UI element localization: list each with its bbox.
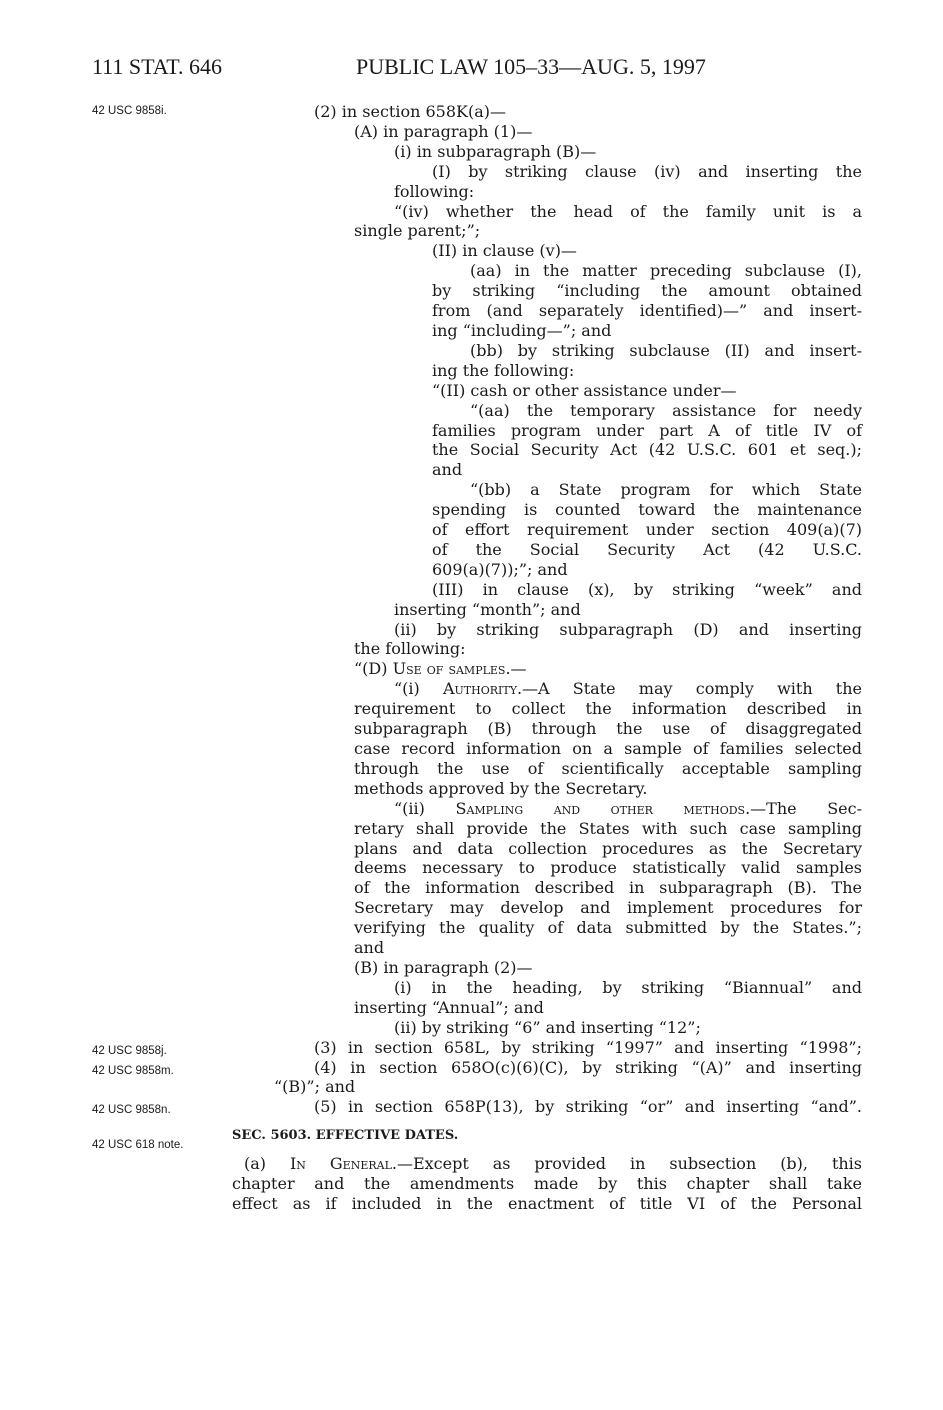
section-heading: SEC. 5603. EFFECTIVE DATES. (232, 1128, 459, 1144)
text-line: ing the following: (432, 360, 575, 380)
text-line: following: (394, 181, 475, 201)
text-line: single parent;”; (354, 221, 481, 241)
text-line: 609(a)(7));”; and (432, 559, 568, 579)
text-run: “(ii) (394, 798, 456, 818)
text-line: (4) in section 658O(c)(6)(C), by striking “(A)” and inserting (314, 1057, 862, 1077)
text-line: (i) in subparagraph (B)— (394, 141, 597, 161)
text-line: “(II) cash or other assistance under— (432, 380, 737, 400)
text-line: verifying the quality of data submitted by the States.”; (354, 918, 862, 938)
text-line: retary shall provide the States with such case sampling (354, 818, 862, 838)
text-line: of the Social Security Act (42 U.S.C. (432, 539, 862, 559)
text-line: deems necessary to produce statistically valid samples (354, 858, 862, 878)
text-line: the Social Security Act (42 U.S.C. 601 et seq.); (432, 440, 862, 460)
text-line: (A) in paragraph (1)— (354, 121, 533, 141)
text-line: (aa) in the matter preceding subclause (I), (470, 261, 862, 281)
text-line (262, 799, 862, 819)
text-line: methods approved by the Secretary. (354, 778, 648, 798)
text-line (262, 679, 862, 699)
text-line: through the use of scientifically acceptable sampling (354, 758, 862, 778)
text-run: (i) in the heading, by striking “Biannual” and (394, 977, 862, 997)
margin-note: 42 USC 9858n. (92, 1104, 171, 1116)
text-run: (a) (244, 1154, 290, 1174)
text-line: plans and data collection procedures as the Secretary (354, 838, 862, 858)
subparagraph-heading (262, 659, 862, 679)
text-line: subparagraph (B) through the use of disaggregated (354, 719, 862, 739)
text-line: ing “including—”; and (432, 320, 612, 340)
text-run: .—The Sec- (745, 798, 862, 818)
text-line: from (and separately identified)—” and insert- (432, 301, 862, 321)
page-header (92, 54, 852, 84)
spacer (262, 1146, 862, 1154)
text-line: and (432, 460, 463, 480)
text-run: .—A State may comply with the (516, 679, 862, 699)
text-line: “(iv) whether the head of the family unit is a (394, 201, 862, 221)
clause-heading: Sampling and other methods (455, 798, 746, 818)
text-line: families program under part A of title IV of (432, 420, 862, 440)
text-line: chapter and the amendments made by this chapter shall take (232, 1174, 862, 1194)
text-line: “(aa) the temporary assistance for needy (470, 400, 862, 420)
text-run: “(D) Use of samples.— (354, 659, 527, 679)
text-line: inserting “Annual”; and (354, 997, 544, 1017)
text-line: case record information on a sample of families selected (354, 739, 862, 758)
text-line: by striking “including the amount obtained (432, 281, 862, 301)
public-law-title: PUBLIC LAW 105–33—AUG. 5, 1997 (356, 54, 706, 79)
text-line: (II) in clause (v)— (432, 241, 577, 261)
text-line: spending is counted toward the maintenance (432, 500, 862, 520)
clause-heading: Authority (442, 679, 517, 699)
text-line: (B) in paragraph (2)— (354, 957, 533, 977)
text-line: of effort requirement under section 409(a)(7) (432, 520, 862, 540)
text-line: effect as if included in the enactment of title VI of the Personal (232, 1193, 862, 1213)
text-line: “(B)”; and (274, 1077, 356, 1097)
text-line: “(bb) a State program for which State (470, 480, 862, 500)
margin-note: 42 USC 9858m. (92, 1065, 174, 1077)
text-line: (2) in section 658K(a)— (314, 102, 506, 121)
text-line: the following: (354, 639, 466, 659)
text-line (232, 1154, 862, 1174)
text-run: “(i) (394, 679, 443, 699)
text-line: (I) by striking clause (iv) and inserting the (432, 161, 862, 181)
text-line: requirement to collect the information described in (354, 699, 862, 719)
document-body (232, 102, 863, 1214)
text-line: (3) in section 658L, by striking “1997” and inserting “1998”; (314, 1037, 862, 1057)
text-line: of the information described in subparagraph (B). The (354, 878, 862, 898)
margin-note: 42 USC 9858i. (92, 105, 167, 117)
text-line: (III) in clause (x), by striking “week” and (432, 579, 862, 599)
text-line: (5) in section 658P(13), by striking “or” and inserting “and”. (314, 1097, 862, 1117)
text-line: inserting “month”; and (394, 599, 581, 619)
subsection-heading: In General (289, 1154, 392, 1174)
margin-note: 42 USC 9858j. (92, 1045, 167, 1057)
text-line: Secretary may develop and implement procedures for (354, 898, 862, 918)
text-line: (bb) by striking subclause (II) and insert- (470, 340, 862, 360)
margin-note: 42 USC 618 note. (92, 1139, 184, 1151)
text-line (262, 978, 862, 998)
statute-page-number: 111 STAT. 646 (92, 54, 223, 79)
text-line: (ii) by striking subparagraph (D) and inserting (394, 619, 862, 639)
text-line: (ii) by striking “6” and inserting “12”; (394, 1017, 701, 1037)
text-run: .—Except as provided in subsection (b), this (391, 1154, 863, 1174)
text-line: and (354, 938, 385, 958)
